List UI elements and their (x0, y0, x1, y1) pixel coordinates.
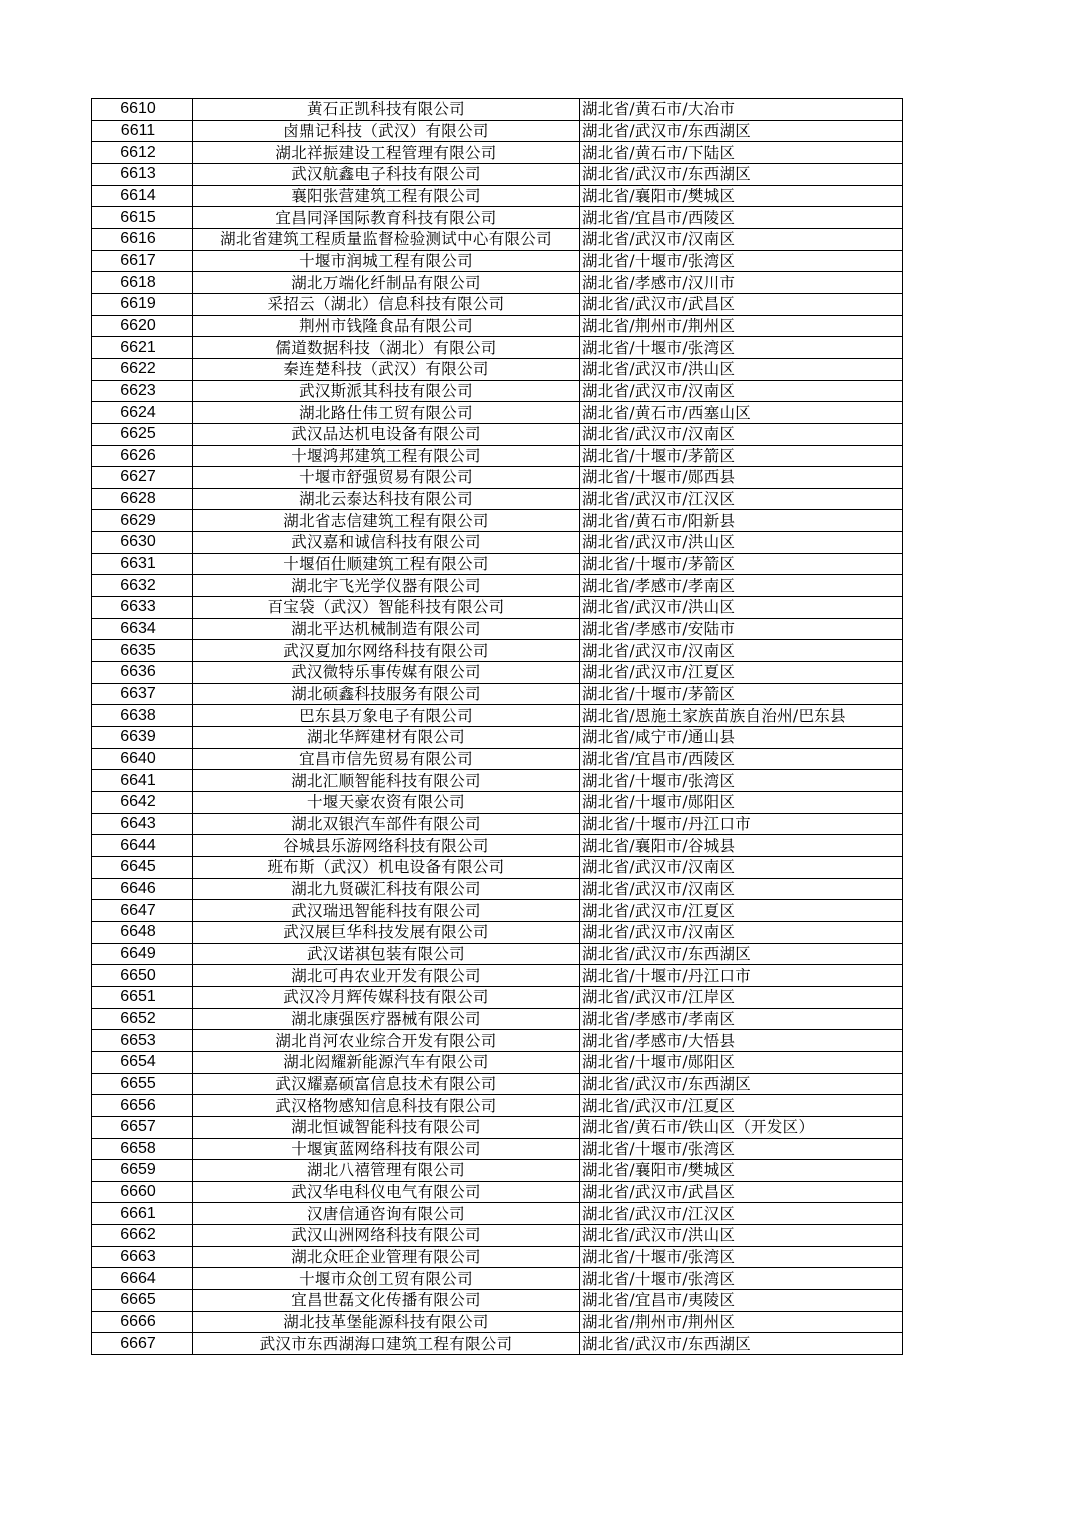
row-number-cell: 6622 (92, 358, 193, 380)
table-row (92, 618, 903, 640)
row-number-cell: 6663 (92, 1246, 193, 1268)
table-row (92, 921, 903, 943)
company-name-cell: 武汉山洲网络科技有限公司 (193, 1225, 580, 1247)
table-row (92, 553, 903, 575)
location-cell: 湖北省/武汉市/汉南区 (580, 640, 903, 662)
location-cell: 湖北省/武汉市/汉南区 (580, 856, 903, 878)
table-row (92, 532, 903, 554)
company-name-cell: 湖北肖河农业综合开发有限公司 (193, 1030, 580, 1052)
row-number-cell: 6612 (92, 142, 193, 164)
company-name-cell: 武汉展巨华科技发展有限公司 (193, 921, 580, 943)
company-name-cell: 武汉耀嘉硕富信息技术有限公司 (193, 1073, 580, 1095)
location-cell: 湖北省/孝感市/汉川市 (580, 272, 903, 294)
location-cell: 湖北省/黄石市/下陆区 (580, 142, 903, 164)
row-number-cell: 6627 (92, 467, 193, 489)
location-cell: 湖北省/黄石市/阳新县 (580, 510, 903, 532)
row-number-cell: 6613 (92, 163, 193, 185)
company-name-cell: 湖北宇飞光学仪器有限公司 (193, 575, 580, 597)
table-row (92, 1333, 903, 1355)
location-cell: 湖北省/武汉市/东西湖区 (580, 1333, 903, 1355)
row-number-cell: 6628 (92, 488, 193, 510)
row-number-cell: 6624 (92, 402, 193, 424)
row-number-cell: 6626 (92, 445, 193, 467)
company-name-cell: 十堰鸿邦建筑工程有限公司 (193, 445, 580, 467)
company-name-cell: 湖北恒诚智能科技有限公司 (193, 1116, 580, 1138)
company-name-cell: 湖北康强医疗器械有限公司 (193, 1008, 580, 1030)
company-name-cell: 湖北路仕伟工贸有限公司 (193, 402, 580, 424)
location-cell: 湖北省/武汉市/洪山区 (580, 1225, 903, 1247)
table-row (92, 1073, 903, 1095)
row-number-cell: 6659 (92, 1160, 193, 1182)
row-number-cell: 6664 (92, 1268, 193, 1290)
row-number-cell: 6616 (92, 228, 193, 250)
row-number-cell: 6636 (92, 662, 193, 684)
row-number-cell: 6644 (92, 835, 193, 857)
table-row (92, 337, 903, 359)
company-name-cell: 十堰市众创工贸有限公司 (193, 1268, 580, 1290)
row-number-cell: 6635 (92, 640, 193, 662)
location-cell: 湖北省/黄石市/西塞山区 (580, 402, 903, 424)
table-row (92, 662, 903, 684)
table-row (92, 1095, 903, 1117)
table-row (92, 770, 903, 792)
location-cell: 湖北省/襄阳市/樊城区 (580, 1160, 903, 1182)
row-number-cell: 6647 (92, 900, 193, 922)
row-number-cell: 6661 (92, 1203, 193, 1225)
row-number-cell: 6643 (92, 813, 193, 835)
location-cell: 湖北省/武汉市/武昌区 (580, 1181, 903, 1203)
table-row (92, 748, 903, 770)
row-number-cell: 6614 (92, 185, 193, 207)
company-name-cell: 武汉格物感知信息科技有限公司 (193, 1095, 580, 1117)
company-name-cell: 湖北万端化纤制品有限公司 (193, 272, 580, 294)
company-name-cell: 班布斯（武汉）机电设备有限公司 (193, 856, 580, 878)
location-cell: 湖北省/十堰市/张湾区 (580, 1268, 903, 1290)
company-name-cell: 采招云（湖北）信息科技有限公司 (193, 293, 580, 315)
table-row (92, 943, 903, 965)
table-row (92, 1116, 903, 1138)
table-row (92, 1203, 903, 1225)
row-number-cell: 6610 (92, 99, 193, 121)
company-name-cell: 儒道数据科技（湖北）有限公司 (193, 337, 580, 359)
row-number-cell: 6620 (92, 315, 193, 337)
row-number-cell: 6650 (92, 965, 193, 987)
company-name-cell: 武汉冷月辉传媒科技有限公司 (193, 986, 580, 1008)
location-cell: 湖北省/武汉市/东西湖区 (580, 120, 903, 142)
company-name-cell: 武汉斯派其科技有限公司 (193, 380, 580, 402)
row-number-cell: 6625 (92, 423, 193, 445)
company-name-cell: 湖北技革堡能源科技有限公司 (193, 1311, 580, 1333)
company-name-cell: 湖北省志信建筑工程有限公司 (193, 510, 580, 532)
row-number-cell: 6621 (92, 337, 193, 359)
table-row (92, 597, 903, 619)
location-cell: 湖北省/十堰市/郧阳区 (580, 1051, 903, 1073)
row-number-cell: 6645 (92, 856, 193, 878)
location-cell: 湖北省/武汉市/江汉区 (580, 1203, 903, 1225)
location-cell: 湖北省/孝感市/安陆市 (580, 618, 903, 640)
row-number-cell: 6618 (92, 272, 193, 294)
company-name-cell: 宜昌同泽国际教育科技有限公司 (193, 207, 580, 229)
location-cell: 湖北省/十堰市/张湾区 (580, 770, 903, 792)
company-name-cell: 宜昌世磊文化传播有限公司 (193, 1290, 580, 1312)
company-name-cell: 十堰市润城工程有限公司 (193, 250, 580, 272)
table-row (92, 228, 903, 250)
table-row (92, 1225, 903, 1247)
location-cell: 湖北省/武汉市/汉南区 (580, 380, 903, 402)
location-cell: 湖北省/武汉市/东西湖区 (580, 163, 903, 185)
table-row (92, 163, 903, 185)
table-row (92, 467, 903, 489)
row-number-cell: 6633 (92, 597, 193, 619)
row-number-cell: 6634 (92, 618, 193, 640)
company-name-cell: 十堰市舒强贸易有限公司 (193, 467, 580, 489)
location-cell: 湖北省/武汉市/江夏区 (580, 662, 903, 684)
location-cell: 湖北省/武汉市/汉南区 (580, 878, 903, 900)
location-cell: 湖北省/十堰市/茅箭区 (580, 445, 903, 467)
table-row (92, 1008, 903, 1030)
location-cell: 湖北省/黄石市/铁山区（开发区） (580, 1116, 903, 1138)
location-cell: 湖北省/恩施土家族苗族自治州/巴东县 (580, 705, 903, 727)
row-number-cell: 6639 (92, 727, 193, 749)
row-number-cell: 6652 (92, 1008, 193, 1030)
company-name-cell: 十堰寅蓝网络科技有限公司 (193, 1138, 580, 1160)
company-name-cell: 武汉航鑫电子科技有限公司 (193, 163, 580, 185)
location-cell: 湖北省/十堰市/张湾区 (580, 337, 903, 359)
location-cell: 湖北省/武汉市/江汉区 (580, 488, 903, 510)
table-row (92, 813, 903, 835)
location-cell: 湖北省/咸宁市/通山县 (580, 727, 903, 749)
company-name-cell: 武汉市东西湖海口建筑工程有限公司 (193, 1333, 580, 1355)
row-number-cell: 6655 (92, 1073, 193, 1095)
row-number-cell: 6660 (92, 1181, 193, 1203)
table-row (92, 1160, 903, 1182)
company-name-cell: 湖北众旺企业管理有限公司 (193, 1246, 580, 1268)
row-number-cell: 6662 (92, 1225, 193, 1247)
row-number-cell: 6640 (92, 748, 193, 770)
table-row (92, 1181, 903, 1203)
location-cell: 湖北省/十堰市/张湾区 (580, 1138, 903, 1160)
location-cell: 湖北省/宜昌市/西陵区 (580, 748, 903, 770)
location-cell: 湖北省/武汉市/武昌区 (580, 293, 903, 315)
company-name-cell: 武汉瑞迅智能科技有限公司 (193, 900, 580, 922)
location-cell: 湖北省/宜昌市/西陵区 (580, 207, 903, 229)
row-number-cell: 6615 (92, 207, 193, 229)
company-name-cell: 湖北平达机械制造有限公司 (193, 618, 580, 640)
row-number-cell: 6666 (92, 1311, 193, 1333)
table-row (92, 488, 903, 510)
table-row (92, 1311, 903, 1333)
company-name-cell: 湖北云泰达科技有限公司 (193, 488, 580, 510)
company-name-cell: 湖北八禧管理有限公司 (193, 1160, 580, 1182)
row-number-cell: 6658 (92, 1138, 193, 1160)
company-name-cell: 卤鼎记科技（武汉）有限公司 (193, 120, 580, 142)
row-number-cell: 6648 (92, 921, 193, 943)
location-cell: 湖北省/襄阳市/谷城县 (580, 835, 903, 857)
row-number-cell: 6638 (92, 705, 193, 727)
company-name-cell: 湖北省建筑工程质量监督检验测试中心有限公司 (193, 228, 580, 250)
location-cell: 湖北省/孝感市/孝南区 (580, 575, 903, 597)
row-number-cell: 6667 (92, 1333, 193, 1355)
location-cell: 湖北省/十堰市/张湾区 (580, 1246, 903, 1268)
row-number-cell: 6649 (92, 943, 193, 965)
location-cell: 湖北省/武汉市/汉南区 (580, 228, 903, 250)
location-cell: 湖北省/孝感市/大悟县 (580, 1030, 903, 1052)
location-cell: 湖北省/十堰市/张湾区 (580, 250, 903, 272)
company-list-table (91, 98, 903, 1355)
table-row (92, 1246, 903, 1268)
row-number-cell: 6630 (92, 532, 193, 554)
row-number-cell: 6617 (92, 250, 193, 272)
location-cell: 湖北省/襄阳市/樊城区 (580, 185, 903, 207)
table-row (92, 142, 903, 164)
row-number-cell: 6631 (92, 553, 193, 575)
table-row (92, 185, 903, 207)
table-row (92, 900, 903, 922)
location-cell: 湖北省/十堰市/丹江口市 (580, 965, 903, 987)
company-name-cell: 黄石正凯科技有限公司 (193, 99, 580, 121)
row-number-cell: 6632 (92, 575, 193, 597)
company-name-cell: 湖北祥振建设工程管理有限公司 (193, 142, 580, 164)
location-cell: 湖北省/武汉市/江岸区 (580, 986, 903, 1008)
table-row (92, 380, 903, 402)
table-row (92, 835, 903, 857)
table-row (92, 1138, 903, 1160)
location-cell: 湖北省/武汉市/汉南区 (580, 921, 903, 943)
table-row (92, 640, 903, 662)
table-row (92, 207, 903, 229)
location-cell: 湖北省/荆州市/荆州区 (580, 315, 903, 337)
table-row (92, 1290, 903, 1312)
company-name-cell: 湖北闳耀新能源汽车有限公司 (193, 1051, 580, 1073)
company-name-cell: 湖北华辉建材有限公司 (193, 727, 580, 749)
table-row (92, 293, 903, 315)
table-row (92, 878, 903, 900)
location-cell: 湖北省/武汉市/江夏区 (580, 900, 903, 922)
company-name-cell: 武汉夏加尔网络科技有限公司 (193, 640, 580, 662)
company-name-cell: 十堰天豪农资有限公司 (193, 792, 580, 814)
company-name-cell: 汉唐信通咨询有限公司 (193, 1203, 580, 1225)
table-row (92, 1051, 903, 1073)
table-row (92, 272, 903, 294)
row-number-cell: 6629 (92, 510, 193, 532)
row-number-cell: 6637 (92, 683, 193, 705)
table-row (92, 986, 903, 1008)
company-name-cell: 湖北汇顺智能科技有限公司 (193, 770, 580, 792)
location-cell: 湖北省/武汉市/东西湖区 (580, 1073, 903, 1095)
row-number-cell: 6653 (92, 1030, 193, 1052)
row-number-cell: 6657 (92, 1116, 193, 1138)
location-cell: 湖北省/武汉市/东西湖区 (580, 943, 903, 965)
table-row (92, 358, 903, 380)
row-number-cell: 6642 (92, 792, 193, 814)
table-row (92, 856, 903, 878)
location-cell: 湖北省/武汉市/汉南区 (580, 423, 903, 445)
location-cell: 湖北省/十堰市/郧西县 (580, 467, 903, 489)
location-cell: 湖北省/武汉市/洪山区 (580, 532, 903, 554)
company-name-cell: 巴东县万象电子有限公司 (193, 705, 580, 727)
row-number-cell: 6641 (92, 770, 193, 792)
company-name-cell: 武汉华电科仪电气有限公司 (193, 1181, 580, 1203)
table-row (92, 99, 903, 121)
table-row (92, 727, 903, 749)
table-row (92, 575, 903, 597)
row-number-cell: 6611 (92, 120, 193, 142)
company-list-body (92, 99, 903, 1355)
company-name-cell: 百宝袋（武汉）智能科技有限公司 (193, 597, 580, 619)
company-name-cell: 湖北可冉农业开发有限公司 (193, 965, 580, 987)
table-row (92, 683, 903, 705)
company-name-cell: 十堰佰仕顺建筑工程有限公司 (193, 553, 580, 575)
row-number-cell: 6656 (92, 1095, 193, 1117)
row-number-cell: 6654 (92, 1051, 193, 1073)
company-name-cell: 襄阳张营建筑工程有限公司 (193, 185, 580, 207)
company-name-cell: 湖北双银汽车部件有限公司 (193, 813, 580, 835)
location-cell: 湖北省/十堰市/茅箭区 (580, 683, 903, 705)
table-row (92, 402, 903, 424)
location-cell: 湖北省/武汉市/洪山区 (580, 358, 903, 380)
table-row (92, 120, 903, 142)
row-number-cell: 6665 (92, 1290, 193, 1312)
location-cell: 湖北省/十堰市/茅箭区 (580, 553, 903, 575)
row-number-cell: 6623 (92, 380, 193, 402)
table-row (92, 1030, 903, 1052)
row-number-cell: 6651 (92, 986, 193, 1008)
location-cell: 湖北省/十堰市/郧阳区 (580, 792, 903, 814)
table-row (92, 423, 903, 445)
location-cell: 湖北省/荆州市/荆州区 (580, 1311, 903, 1333)
table-row (92, 965, 903, 987)
table-row (92, 315, 903, 337)
row-number-cell: 6646 (92, 878, 193, 900)
table-row (92, 445, 903, 467)
location-cell: 湖北省/十堰市/丹江口市 (580, 813, 903, 835)
location-cell: 湖北省/武汉市/洪山区 (580, 597, 903, 619)
company-name-cell: 秦连楚科技（武汉）有限公司 (193, 358, 580, 380)
company-name-cell: 武汉诺祺包装有限公司 (193, 943, 580, 965)
table-row (92, 510, 903, 532)
location-cell: 湖北省/武汉市/江夏区 (580, 1095, 903, 1117)
company-name-cell: 武汉微特乐事传媒有限公司 (193, 662, 580, 684)
company-name-cell: 宜昌市信先贸易有限公司 (193, 748, 580, 770)
company-name-cell: 湖北九贤碳汇科技有限公司 (193, 878, 580, 900)
row-number-cell: 6619 (92, 293, 193, 315)
table-row (92, 250, 903, 272)
location-cell: 湖北省/宜昌市/夷陵区 (580, 1290, 903, 1312)
table-row (92, 792, 903, 814)
company-name-cell: 谷城县乐游网络科技有限公司 (193, 835, 580, 857)
location-cell: 湖北省/孝感市/孝南区 (580, 1008, 903, 1030)
company-name-cell: 荆州市钱隆食品有限公司 (193, 315, 580, 337)
company-name-cell: 武汉品达机电设备有限公司 (193, 423, 580, 445)
table-row (92, 705, 903, 727)
table-row (92, 1268, 903, 1290)
location-cell: 湖北省/黄石市/大冶市 (580, 99, 903, 121)
company-name-cell: 武汉嘉和诚信科技有限公司 (193, 532, 580, 554)
company-name-cell: 湖北硕鑫科技服务有限公司 (193, 683, 580, 705)
